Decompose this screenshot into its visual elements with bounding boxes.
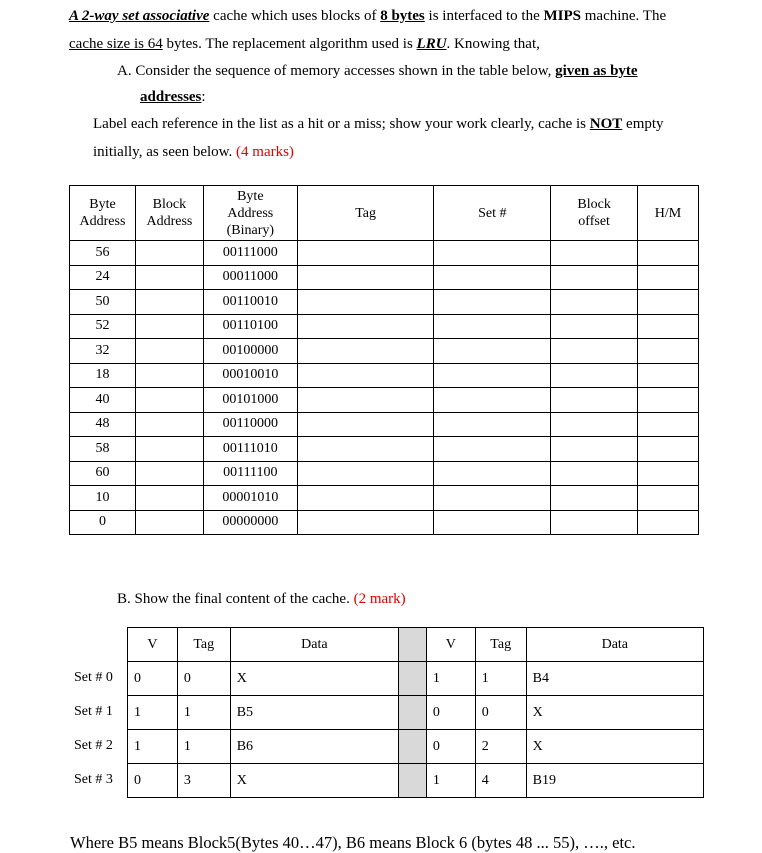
hm-cell [638,265,699,290]
table-row [70,363,699,388]
header-tag: Tag [297,186,434,241]
set-cell [434,290,551,315]
set-cell [434,339,551,364]
valid-cell: 1 [426,764,475,798]
intro-text: cache which uses blocks of [209,8,381,24]
offset-cell [551,265,638,290]
data-cell: B19 [526,764,703,798]
offset-cell [551,339,638,364]
offset-cell [551,461,638,486]
tag-cell [297,412,434,437]
set-cell [434,314,551,339]
memory-access-table [69,185,699,535]
intro-block-size: 8 bytes [380,8,425,24]
tag-cell [297,314,434,339]
hm-cell [638,241,699,266]
way-separator [399,628,427,662]
set-label-0: Set # 0 [74,670,113,685]
part-a-marks: (4 marks) [236,144,294,160]
tag-cell [297,265,434,290]
part-a-given-as-byte: given as byte [555,63,638,79]
offset-cell [551,486,638,511]
binary-cell: 00001010 [203,486,297,511]
way-separator [399,764,427,798]
binary-cell: 00011000 [203,265,297,290]
byte-address-cell: 52 [70,314,136,339]
byte-address-cell: 40 [70,388,136,413]
header-v-way1: V [426,628,475,662]
byte-address-cell: 48 [70,412,136,437]
binary-cell: 00110100 [203,314,297,339]
table-row [70,241,699,266]
tag-cell: 3 [177,764,230,798]
tag-cell [297,486,434,511]
part-a-text: initially, as seen below. [93,144,237,160]
set-cell [434,363,551,388]
block-address-cell [135,241,203,266]
set-label-2: Set # 2 [74,738,113,753]
hm-cell [638,363,699,388]
part-a-text: A. Consider the sequence of memory accesses shown in the table below, [117,63,556,79]
header-set: Set # [434,186,551,241]
part-b-text: B. Show the final content of the cache. [117,591,354,607]
intro-line-1 [69,8,666,25]
byte-address-cell: 24 [70,265,136,290]
data-cell: B5 [230,696,398,730]
part-b-marks: (2 mark) [353,591,406,607]
table-row [70,339,699,364]
binary-cell: 00110010 [203,290,297,315]
binary-cell: 00000000 [203,510,297,535]
cache-header-row [128,628,704,662]
data-cell: B6 [230,730,398,764]
header-data-way1: Data [526,628,703,662]
data-cell: X [526,730,703,764]
block-address-cell [135,388,203,413]
tag-cell: 0 [177,662,230,696]
tag-cell [297,363,434,388]
part-a-line-2 [140,89,206,106]
valid-cell: 1 [128,696,178,730]
cache-set-row [128,696,704,730]
header-tag-way0: Tag [177,628,230,662]
intro-mips: MIPS [543,8,581,24]
offset-cell [551,437,638,462]
byte-address-cell: 56 [70,241,136,266]
part-a-colon: : [201,89,206,105]
tag-cell: 4 [475,764,526,798]
byte-address-cell: 10 [70,486,136,511]
binary-cell: 00111000 [203,241,297,266]
header-hit-miss: H/M [638,186,699,241]
data-cell: X [230,764,398,798]
tag-cell [297,241,434,266]
block-address-cell [135,486,203,511]
data-cell: X [230,662,398,696]
table-row [70,437,699,462]
cache-set-row [128,662,704,696]
header-v-way0: V [128,628,178,662]
intro-cache-size: cache size is 64 [69,36,163,52]
part-a-not: NOT [589,116,623,132]
header-byte-address: Byte Address [70,186,136,241]
offset-cell [551,412,638,437]
tag-cell: 1 [177,696,230,730]
intro-lru: LRU [416,36,447,52]
tag-cell [297,461,434,486]
part-a-line-1 [117,63,638,80]
tag-cell: 2 [475,730,526,764]
offset-cell [551,290,638,315]
part-a-line-3 [93,116,664,133]
tag-cell [297,510,434,535]
intro-set-assoc: A 2-way set associative [69,8,210,24]
binary-cell: 00100000 [203,339,297,364]
block-address-cell [135,437,203,462]
cache-content-table [127,627,704,798]
binary-cell: 00111010 [203,437,297,462]
data-cell: B4 [526,662,703,696]
set-cell [434,437,551,462]
set-label-1: Set # 1 [74,704,113,719]
hm-cell [638,510,699,535]
intro-text: . Knowing that, [446,36,540,52]
intro-text: is interfaced to the [424,8,544,24]
offset-cell [551,241,638,266]
table-row [70,290,699,315]
byte-address-cell: 58 [70,437,136,462]
block-address-cell [135,461,203,486]
binary-cell: 00010010 [203,363,297,388]
block-address-cell [135,412,203,437]
byte-address-cell: 32 [70,339,136,364]
intro-line-2 [69,36,540,53]
table-header-row [70,186,699,241]
set-label-3: Set # 3 [74,772,113,787]
header-block-offset: Block offset [551,186,638,241]
valid-cell: 0 [426,730,475,764]
binary-cell: 00111100 [203,461,297,486]
hm-cell [638,290,699,315]
part-b-line [117,591,406,608]
set-cell [434,510,551,535]
tag-cell [297,437,434,462]
block-address-cell [135,363,203,388]
hm-cell [638,461,699,486]
header-binary-address: Byte Address (Binary) [203,186,297,241]
table-row [70,412,699,437]
hm-cell [638,437,699,462]
way-separator [399,696,427,730]
valid-cell: 0 [128,662,178,696]
offset-cell [551,314,638,339]
binary-cell: 00101000 [203,388,297,413]
table-row [70,461,699,486]
cache-set-row [128,764,704,798]
block-address-cell [135,339,203,364]
set-cell [434,461,551,486]
part-a-addresses: addresses [140,89,202,105]
block-address-cell [135,265,203,290]
header-block-address: Block Address [135,186,203,241]
header-data-way0: Data [230,628,398,662]
binary-cell: 00110000 [203,412,297,437]
cache-set-row [128,730,704,764]
set-cell [434,486,551,511]
way-separator [399,662,427,696]
block-address-cell [135,314,203,339]
tag-cell [297,388,434,413]
table-row [70,510,699,535]
part-a-line-4 [93,144,294,161]
tag-cell: 1 [177,730,230,764]
valid-cell: 1 [426,662,475,696]
byte-address-cell: 50 [70,290,136,315]
valid-cell: 0 [128,764,178,798]
set-cell [434,241,551,266]
block-address-cell [135,510,203,535]
way-separator [399,730,427,764]
byte-address-cell: 60 [70,461,136,486]
part-a-text: Label each reference in the list as a hit or a miss; show your work clearly, cache is [93,116,590,132]
block-address-cell [135,290,203,315]
header-tag-way1: Tag [475,628,526,662]
table-row [70,486,699,511]
data-cell: X [526,696,703,730]
tag-cell [297,339,434,364]
table-row [70,314,699,339]
part-a-text: empty [622,116,664,132]
hm-cell [638,412,699,437]
set-cell [434,265,551,290]
intro-text: bytes. The replacement algorithm used is [162,36,417,52]
byte-address-cell: 18 [70,363,136,388]
hm-cell [638,314,699,339]
hm-cell [638,339,699,364]
hm-cell [638,388,699,413]
byte-address-cell: 0 [70,510,136,535]
valid-cell: 0 [426,696,475,730]
offset-cell [551,388,638,413]
tag-cell: 0 [475,696,526,730]
footer-note: Where B5 means Block5(Bytes 40…47), B6 means Block 6 (bytes 48 ... 55), …., etc. [70,833,636,852]
table-row [70,265,699,290]
offset-cell [551,363,638,388]
table-row [70,388,699,413]
offset-cell [551,510,638,535]
hm-cell [638,486,699,511]
intro-text: machine. The [581,8,667,24]
set-cell [434,412,551,437]
tag-cell [297,290,434,315]
set-cell [434,388,551,413]
tag-cell: 1 [475,662,526,696]
valid-cell: 1 [128,730,178,764]
